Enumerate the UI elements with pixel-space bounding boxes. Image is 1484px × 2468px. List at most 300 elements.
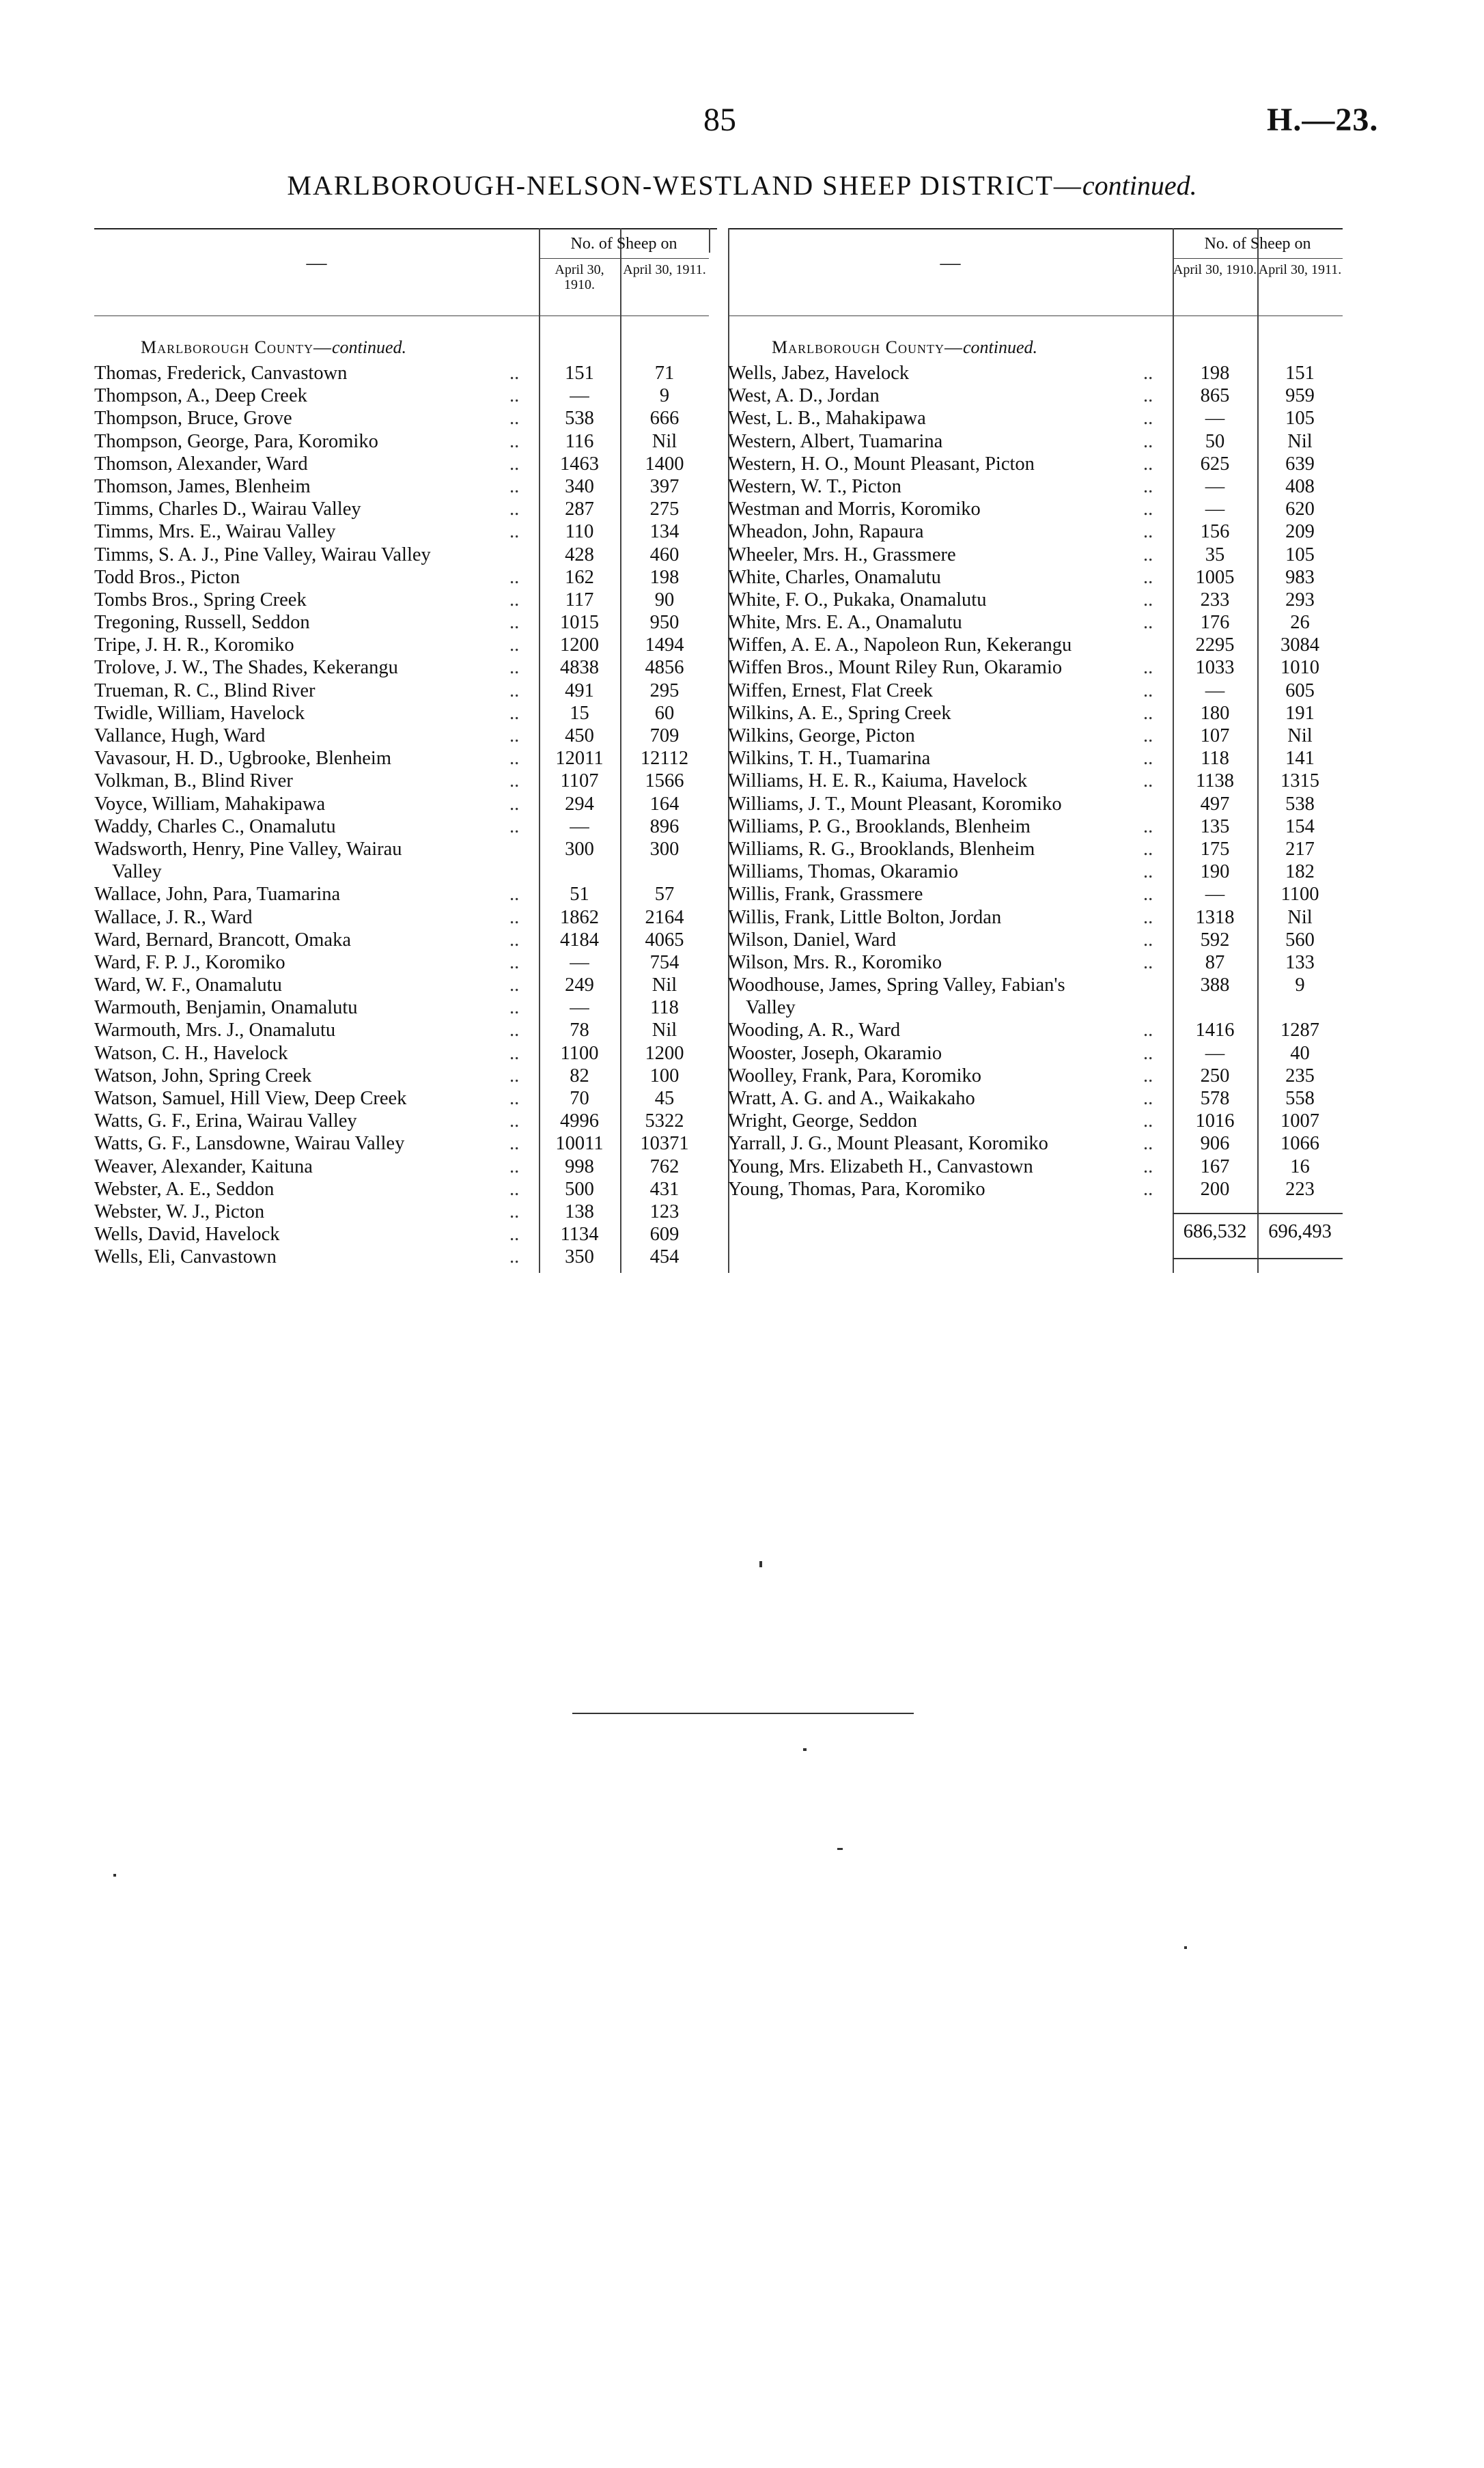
table-row	[728, 430, 1343, 453]
table-row	[728, 407, 1343, 430]
sheep-1910: 287	[565, 499, 594, 520]
sheep-1911: 1287	[1280, 1020, 1319, 1041]
leader-dots: ..	[509, 974, 520, 996]
owner-name	[728, 656, 1172, 679]
owner-name-text: Wilkins, George, Picton	[728, 725, 915, 746]
owner-name-text: Thomson, James, Blenheim	[94, 475, 311, 497]
owner-name	[94, 1019, 538, 1041]
leader-dots: ..	[1143, 544, 1153, 565]
owner-name-text: Wilson, Mrs. R., Koromiko	[728, 951, 942, 973]
table-row	[94, 1155, 717, 1178]
owner-name-text: Vallance, Hugh, Ward	[94, 725, 266, 746]
sheep-1911: 1315	[1280, 770, 1319, 792]
owner-name-text: Wells, David, Havelock	[94, 1224, 280, 1246]
table-row	[94, 838, 717, 883]
leader-dots: ..	[509, 748, 520, 770]
sheep-1911: 1566	[645, 770, 684, 792]
sheep-1910: 2295	[1195, 634, 1235, 656]
sheep-1910: 500	[565, 1178, 594, 1200]
sheep-1911: 1066	[1280, 1133, 1319, 1155]
table-row	[94, 589, 717, 611]
table-row	[94, 453, 717, 475]
table-row	[728, 974, 1343, 1019]
owner-name	[728, 544, 1172, 566]
sheep-1910: 118	[1201, 748, 1229, 770]
table-row	[94, 520, 717, 543]
owner-name-text: Willis, Frank, Little Bolton, Jordan	[728, 906, 1002, 928]
total-1910: 686,532	[1183, 1221, 1247, 1242]
leader-dots: ..	[1143, 838, 1153, 860]
sheep-1911: 191	[1285, 702, 1315, 724]
table-row	[94, 656, 717, 679]
print-mark	[803, 1748, 807, 1751]
sheep-1910: 1107	[560, 770, 599, 792]
owner-name	[728, 815, 1172, 838]
leader-dots: ..	[1143, 1178, 1153, 1200]
leader-dots: ..	[509, 408, 520, 430]
sheep-1910: 135	[1200, 815, 1230, 837]
table-row	[94, 815, 717, 838]
owner-name	[94, 702, 538, 725]
leader-dots: ..	[1143, 612, 1153, 634]
sheep-1910: 538	[565, 408, 594, 430]
owner-name	[728, 838, 1172, 860]
sheep-1911: 666	[649, 408, 680, 430]
right-header-rule	[1173, 258, 1343, 259]
table-row	[728, 747, 1343, 770]
sheep-1910: 82	[570, 1065, 589, 1086]
owner-name	[728, 634, 1172, 656]
owner-name-text: White, F. O., Pukaka, Onamalutu	[728, 589, 987, 611]
owner-name	[728, 747, 1172, 770]
owner-name	[94, 656, 538, 679]
sheep-1910: 428	[565, 544, 594, 565]
sheep-1910: 249	[565, 974, 594, 996]
table-row	[728, 1065, 1343, 1087]
owner-name	[728, 1019, 1172, 1041]
sheep-1910: —	[1205, 408, 1225, 430]
leader-dots: ..	[1143, 408, 1153, 430]
sheep-1910: 1033	[1195, 657, 1235, 679]
sheep-1911: 151	[1285, 363, 1315, 384]
sheep-1911: 105	[1285, 544, 1315, 565]
right-header-dash: —	[940, 251, 961, 274]
sheep-1910: —	[570, 951, 589, 973]
owner-name	[94, 1087, 538, 1110]
sheep-1911: 1200	[645, 1042, 684, 1064]
sheep-1911: 709	[649, 725, 680, 746]
owner-name-text: Wratt, A. G. and A., Waikakaho	[728, 1088, 975, 1110]
owner-name	[728, 384, 1172, 407]
table-row	[728, 1019, 1343, 1041]
owner-name-text: Wallace, John, Para, Tuamarina	[94, 884, 341, 906]
owner-name	[728, 453, 1172, 475]
table-row	[94, 906, 717, 929]
sheep-1911: 71	[654, 363, 675, 384]
table-row	[728, 702, 1343, 725]
leader-dots: ..	[1143, 475, 1153, 497]
table-row	[94, 929, 717, 951]
sheep-1911: 1010	[1280, 657, 1319, 679]
sheep-1911: 40	[1290, 1042, 1310, 1064]
sheep-1911: 182	[1285, 861, 1315, 883]
owner-name	[94, 951, 538, 974]
owner-name-text: West, A. D., Jordan	[728, 385, 880, 407]
owner-name	[728, 951, 1172, 974]
table-row	[94, 1201, 717, 1223]
owner-name	[728, 566, 1172, 589]
owner-name-text: Westman and Morris, Koromiko	[728, 499, 981, 520]
sheep-1911: Nil	[652, 974, 677, 996]
totals-top-rule	[1173, 1213, 1343, 1214]
sheep-1910: 1416	[1195, 1020, 1235, 1041]
leader-dots: ..	[509, 997, 520, 1019]
sheep-1910: 4184	[560, 929, 599, 951]
sheep-1910: 1005	[1195, 566, 1235, 588]
sheep-1911: 950	[649, 612, 680, 634]
leader-dots: ..	[509, 906, 520, 928]
sheep-1910: 1100	[560, 1042, 599, 1064]
sheep-1911: 1400	[645, 453, 684, 475]
sheep-1910: 10011	[555, 1133, 604, 1155]
owner-name-text: Wells, Jabez, Havelock	[728, 363, 910, 384]
table-row	[94, 1110, 717, 1132]
sheep-1910: 250	[1200, 1065, 1230, 1086]
table-row	[728, 883, 1343, 906]
table-row	[94, 951, 717, 974]
right-county-italic: continued.	[962, 337, 1037, 357]
leader-dots: ..	[1143, 861, 1153, 883]
leader-dots: ..	[1143, 1065, 1153, 1086]
sheep-1910: 12011	[555, 748, 604, 770]
owner-name-text: Weaver, Alexander, Kaituna	[94, 1155, 313, 1177]
owner-name-text: Waddy, Charles C., Onamalutu	[94, 815, 336, 837]
sheep-1911: 896	[649, 815, 680, 837]
sheep-1911: 217	[1285, 838, 1315, 860]
leader-dots: ..	[1143, 385, 1153, 407]
owner-name	[94, 1223, 538, 1246]
leader-dots: ..	[1143, 770, 1153, 792]
owner-name-text: Wilkins, A. E., Spring Creek	[728, 702, 951, 724]
sheep-1911: 209	[1285, 521, 1315, 543]
left-header-dash: —	[306, 251, 327, 274]
sheep-1911: Nil	[652, 1020, 677, 1041]
sheep-1910: 15	[570, 702, 589, 724]
table-row	[94, 1223, 717, 1246]
sheep-1911: 100	[649, 1065, 680, 1086]
sheep-1911: 558	[1285, 1088, 1315, 1110]
owner-name-text: Ward, F. P. J., Koromiko	[94, 951, 285, 973]
table-row	[728, 838, 1343, 860]
sheep-1911: 295	[649, 679, 680, 701]
owner-name	[94, 747, 538, 770]
owner-name	[94, 770, 538, 792]
sheep-1910: 1138	[1196, 770, 1234, 792]
leader-dots: ..	[1143, 521, 1153, 543]
owner-name-text: Wiffen Bros., Mount Riley Run, Okaramio	[728, 657, 1063, 679]
sheep-1911: 1007	[1280, 1110, 1319, 1132]
owner-name-text: Young, Thomas, Para, Koromiko	[728, 1178, 985, 1200]
owner-name-text: Wiffen, A. E. A., Napoleon Run, Kekerangu	[728, 634, 1072, 656]
owner-name	[94, 883, 538, 906]
leader-dots: ..	[509, 793, 520, 815]
table-row	[94, 702, 717, 725]
table-row	[94, 1087, 717, 1110]
sheep-1910: —	[570, 997, 589, 1019]
sheep-1910: 625	[1200, 453, 1230, 475]
page-code: H.—23.	[1267, 102, 1379, 138]
leader-dots: ..	[509, 1065, 520, 1086]
table-row	[728, 384, 1343, 407]
sheep-1911: 10371	[640, 1133, 689, 1155]
print-mark	[1184, 1946, 1187, 1949]
leader-dots: ..	[1143, 1042, 1153, 1064]
sheep-1911: Nil	[652, 430, 677, 452]
table-row	[728, 1132, 1343, 1155]
sheep-1910: —	[570, 815, 589, 837]
owner-name	[728, 362, 1172, 384]
leader-dots: ..	[509, 1042, 520, 1064]
owner-name	[94, 838, 538, 883]
owner-name-text: Wells, Eli, Canvastown	[94, 1246, 277, 1268]
leader-dots: ..	[509, 385, 520, 407]
leader-dots: ..	[1143, 1155, 1153, 1177]
sheep-1910: 156	[1200, 521, 1230, 543]
sheep-1910: 198	[1200, 363, 1230, 384]
leader-dots: ..	[509, 1246, 520, 1268]
page-title	[0, 169, 1484, 201]
owner-name	[94, 520, 538, 543]
table-row	[728, 475, 1343, 498]
leader-dots: ..	[509, 1088, 520, 1110]
sheep-1911: 983	[1285, 566, 1315, 588]
table-row	[94, 974, 717, 996]
leader-dots: ..	[1143, 748, 1153, 770]
owner-name	[94, 1065, 538, 1087]
owner-name-text: Warmouth, Mrs. J., Onamalutu	[94, 1020, 336, 1041]
sheep-1910: 1318	[1195, 906, 1235, 928]
sheep-1910: 176	[1200, 612, 1230, 634]
sheep-1911: 1100	[1280, 884, 1319, 906]
owner-name	[94, 362, 538, 384]
owner-name	[728, 1155, 1172, 1178]
sheep-1910: 388	[1200, 974, 1230, 996]
table-row	[728, 611, 1343, 634]
table-row	[728, 860, 1343, 883]
owner-name-text: Trueman, R. C., Blind River	[94, 679, 316, 701]
leader-dots: ..	[509, 951, 520, 973]
sheep-1911: 12112	[640, 748, 689, 770]
owner-name	[728, 770, 1172, 792]
owner-name-text: Warmouth, Benjamin, Onamalutu	[94, 997, 358, 1019]
leader-dots: ..	[509, 363, 520, 384]
sheep-1911: 762	[649, 1155, 680, 1177]
owner-name-text: White, Charles, Onamalutu	[728, 566, 941, 588]
leader-dots: ..	[1143, 679, 1153, 701]
owner-name-text: Tregoning, Russell, Seddon	[94, 612, 310, 634]
table-row	[94, 498, 717, 520]
table-row	[728, 1110, 1343, 1132]
leader-dots: ..	[1143, 929, 1153, 951]
owner-name	[94, 475, 538, 498]
right-rows	[728, 362, 1343, 1201]
sheep-1911: Nil	[1287, 430, 1313, 452]
leader-dots: ..	[1143, 363, 1153, 384]
owner-name-text: Western, Albert, Tuamarina	[728, 430, 943, 452]
sheep-1910: 50	[1205, 430, 1225, 452]
owner-name	[94, 996, 538, 1019]
owner-name	[94, 498, 538, 520]
owner-name-text: Voyce, William, Mahakipawa	[94, 793, 326, 815]
owner-name-text: Vavasour, H. D., Ugbrooke, Blenheim	[94, 748, 391, 770]
leader-dots: ..	[509, 1133, 520, 1155]
table-row	[728, 725, 1343, 747]
right-header-1911: April 30, 1911.	[1258, 262, 1342, 277]
leader-dots: ..	[509, 499, 520, 520]
sheep-1911: 293	[1285, 589, 1315, 611]
table-row	[94, 611, 717, 634]
table-row	[94, 725, 717, 747]
owner-name-text: Ward, Bernard, Brancott, Omaka	[94, 929, 351, 951]
sheep-1910: 865	[1200, 385, 1230, 407]
table-row	[728, 770, 1343, 792]
owner-name-text: Ward, W. F., Onamalutu	[94, 974, 282, 996]
leader-dots: ..	[1143, 906, 1153, 928]
table-row	[94, 566, 717, 589]
owner-name	[94, 430, 538, 453]
table-row	[94, 544, 717, 566]
owner-name-text: Yarrall, J. G., Mount Pleasant, Koromiko	[728, 1133, 1048, 1155]
leader-dots: ..	[1143, 566, 1153, 588]
sheep-1910: 1134	[560, 1224, 599, 1246]
leader-dots: ..	[509, 929, 520, 951]
table-row	[728, 453, 1343, 475]
owner-name-text: Williams, P. G., Brooklands, Blenheim	[728, 815, 1031, 837]
leader-dots: ..	[509, 1155, 520, 1177]
left-header-rule	[539, 258, 709, 259]
sheep-1911: Nil	[1287, 725, 1313, 746]
owner-name	[728, 702, 1172, 725]
sheep-1910: 175	[1200, 838, 1230, 860]
table-row	[94, 634, 717, 656]
right-header-group: No. of Sheep on	[1204, 235, 1311, 253]
total-1911: 696,493	[1268, 1221, 1332, 1242]
owner-name-text: Wooding, A. R., Ward	[728, 1020, 901, 1041]
owner-name-text: Western, W. T., Picton	[728, 475, 901, 497]
leader-dots: ..	[1143, 725, 1153, 746]
owner-name	[728, 725, 1172, 747]
left-header-1910: April 30, 1910.	[555, 262, 604, 292]
leader-dots: ..	[1143, 1020, 1153, 1041]
owner-name	[728, 1110, 1172, 1132]
owner-name-text: Williams, J. T., Mount Pleasant, Koromiko	[728, 793, 1062, 815]
leader-dots: ..	[1143, 657, 1153, 679]
leader-dots: ..	[509, 475, 520, 497]
table-row	[728, 815, 1343, 838]
table-row	[94, 679, 717, 702]
owner-name	[94, 634, 538, 656]
leader-dots: ..	[509, 521, 520, 543]
sheep-1910: 592	[1200, 929, 1230, 951]
sheep-1910: 167	[1200, 1155, 1230, 1177]
owner-name-text: Wadsworth, Henry, Pine Valley, Wairau	[94, 838, 402, 860]
owner-name-text: Williams, Thomas, Okaramio	[728, 861, 959, 883]
owner-name-text: Williams, H. E. R., Kaiuma, Havelock	[728, 770, 1028, 792]
leader-dots: ..	[1143, 499, 1153, 520]
table-row	[94, 793, 717, 815]
table-row	[728, 520, 1343, 543]
leader-dots: ..	[509, 1178, 520, 1200]
sheep-1910: 78	[570, 1020, 589, 1041]
sheep-1911: 60	[654, 702, 675, 724]
sheep-1910: 151	[565, 363, 594, 384]
sheep-1911: 3084	[1280, 634, 1319, 656]
table-row	[728, 1155, 1343, 1178]
left-header-1911: April 30, 1911.	[623, 262, 706, 277]
owner-name-text: Trolove, J. W., The Shades, Kekerangu	[94, 657, 398, 679]
sheep-1911: 26	[1290, 612, 1310, 634]
owner-name	[94, 725, 538, 747]
table-row	[728, 656, 1343, 679]
owner-name	[728, 1087, 1172, 1110]
totals-bottom-rule	[1173, 1258, 1343, 1259]
sheep-1911: 154	[1285, 815, 1315, 837]
sheep-1910: 51	[570, 884, 589, 906]
table-row	[94, 747, 717, 770]
leader-dots: ..	[509, 612, 520, 634]
leader-dots: ..	[509, 815, 520, 837]
print-mark	[113, 1874, 116, 1877]
leader-dots: ..	[1143, 702, 1153, 724]
leader-dots: ..	[509, 1110, 520, 1132]
sheep-1910: 497	[1200, 793, 1230, 815]
table-row	[728, 362, 1343, 384]
owner-name-text: Wheadon, John, Rapaura	[728, 521, 924, 543]
sheep-1911: 123	[649, 1201, 680, 1222]
owner-name	[728, 498, 1172, 520]
table-row	[94, 475, 717, 498]
sheep-1911: 134	[649, 521, 680, 543]
leader-dots: ..	[1143, 589, 1153, 611]
owner-name	[728, 860, 1172, 883]
sheep-1910: 110	[565, 521, 594, 543]
page-number: 85	[703, 102, 736, 138]
leader-dots: ..	[509, 634, 520, 656]
sheep-1911: 300	[649, 838, 680, 860]
owner-name	[94, 611, 538, 634]
leader-dots: ..	[509, 589, 520, 611]
leader-dots: ..	[1143, 1110, 1153, 1132]
sheep-1910: —	[570, 385, 589, 407]
leader-dots: ..	[509, 1020, 520, 1041]
leader-dots: ..	[1143, 951, 1153, 973]
table-row	[94, 770, 717, 792]
sheep-1910: 70	[570, 1088, 589, 1110]
sheep-1910: 906	[1200, 1133, 1230, 1155]
sheep-1911: 560	[1285, 929, 1315, 951]
owner-name-text: Tripe, J. H. R., Koromiko	[94, 634, 294, 656]
owner-name-text: Thompson, Bruce, Grove	[94, 408, 292, 430]
owner-name-text: Thompson, A., Deep Creek	[94, 385, 307, 407]
owner-name	[728, 611, 1172, 634]
owner-name-text: Wallace, J. R., Ward	[94, 906, 253, 928]
owner-name-continuation: Valley	[112, 861, 162, 883]
table-row	[94, 362, 717, 384]
owner-name	[94, 929, 538, 951]
owner-name-text: Watson, John, Spring Creek	[94, 1065, 312, 1086]
owner-name-text: Wheeler, Mrs. H., Grassmere	[728, 544, 956, 565]
page-title-main: MARLBOROUGH-NELSON-WESTLAND SHEEP DISTRICT—	[287, 170, 1082, 201]
